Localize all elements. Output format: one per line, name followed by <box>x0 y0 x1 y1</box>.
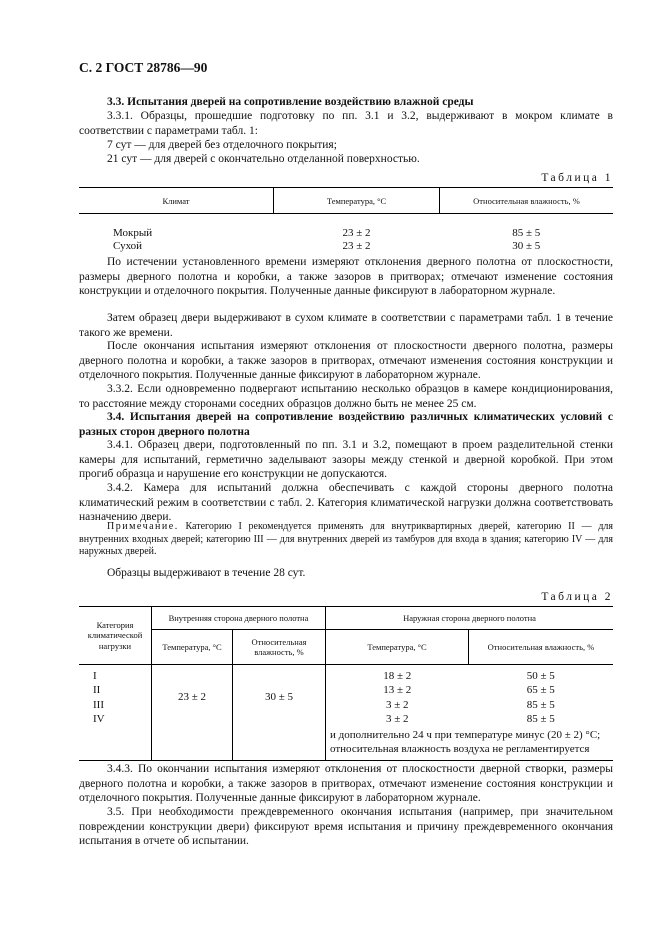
table1-header-temp: Температура, °С <box>274 188 440 214</box>
table1-header-climate: Климат <box>79 188 274 214</box>
table-row <box>79 727 613 761</box>
table2-header-category: Категория климатической нагрузки <box>79 607 152 665</box>
section-3-3-1-item-a: 7 сут — для дверей без отделочного покрытия; <box>107 139 337 151</box>
table1-header-humidity: Относительная влажность, % <box>440 188 614 214</box>
table2-inner-temp: 23 ± 2 <box>152 669 233 727</box>
section-3-3-1-item-b: 21 сут — для дверей с окончательно отделанной поверхностью. <box>107 153 420 165</box>
paragraph-2: Затем образец двери выдерживают в сухом климате в соответствии с параметрами табл. 1 в течение такого же времени. <box>79 312 613 339</box>
table2-inner-hum: 30 ± 5 <box>233 669 326 727</box>
table1-cell: 85 ± 5 <box>512 227 541 239</box>
table2-outer-temp: 18 ± 2 <box>326 669 469 684</box>
table2-header-inner-hum: Относительная влажность, % <box>233 630 326 665</box>
table2-header-inner-temp: Температура, °С <box>152 630 233 665</box>
table2-category: I <box>93 669 97 682</box>
table-row <box>79 227 613 240</box>
table2-header-outer-temp: Температура, °С <box>326 630 469 665</box>
table-row <box>79 240 613 253</box>
paragraph-1: По истечении установленного времени измеряют отклонения дверного полотна от плоскостности, размеры дверного полотна и коробки, а также зазоров в притворах; отмечают изменение состояния конструкции и отделочного покрытия. Полученные данные фиксируют в лабораторном журнале. <box>79 256 613 297</box>
table-row <box>79 669 613 684</box>
table1-cell: Сухой <box>113 240 143 252</box>
section-3-4-2: 3.4.2. Камера для испытаний должна обеспечивать с каждой стороны дверного полотна климатический режим в соответствии с табл. 2. Категория климатической нагрузки должна соответствовать назначению двери. <box>79 482 613 523</box>
table2-outer-hum: 85 ± 5 <box>526 698 555 711</box>
paragraph-3: После окончания испытания измеряют отклонения от плоскостности дверного полотна, размеры дверного полотна и коробки, а также зазоров в притворах, отмечают изменения состояния конструкции и отделочного покрытия. Полученные данные фиксируют в лабораторном журнале. <box>79 340 613 381</box>
note <box>79 521 613 559</box>
section-3-4-3: 3.4.3. По окончании испытания измеряют отклонения от плоскостности дверной створки, размеры дверного полотна и коробки, а также зазоров в притворах, отмечают изменение состояния конструкции и отделочного покрытия. Полученные данные фиксируют в лабораторном журнале. <box>79 763 613 804</box>
table2-outer-temp: 13 ± 2 <box>326 683 469 698</box>
table2-outer-temp: 3 ± 2 <box>326 712 469 727</box>
table-1 <box>79 187 613 253</box>
table2-category: II <box>93 684 101 696</box>
table-2 <box>79 606 613 761</box>
section-3-5: 3.5. При необходимости преждевременного окончания испытания (например, при значительном повреждении конструкции двери) фиксируют время испытания и причину преждевременного окончания испытания в отчете об испытании. <box>79 806 613 847</box>
table2-extra-1: и дополнительно 24 ч при температуре минус (20 ± 2) °С; <box>330 728 601 741</box>
section-3-3-title: 3.3. Испытания дверей на сопротивление воздействию влажной среды <box>107 96 474 108</box>
table1-cell: Мокрый <box>113 227 153 239</box>
table1-caption: Таблица 1 <box>541 172 613 184</box>
table1-cell: 30 ± 5 <box>512 240 541 252</box>
table2-caption: Таблица 2 <box>541 591 613 603</box>
section-3-3-1: 3.3.1. Образцы, прошедшие подготовку по пп. 3.1 и 3.2, выдерживают в мокром климате в соответствии с параметрами табл. 1: <box>79 110 613 137</box>
paragraph-4: Образцы выдерживают в течение 28 сут. <box>107 567 306 579</box>
table2-header-outer-hum: Относительная влажность, % <box>469 630 614 665</box>
table2-outer-hum: 65 ± 5 <box>526 684 555 696</box>
note-text: Категорию I рекомендуется применять для внутриквартирных дверей, категорию II — для внутренних входных дверей; категорию III — для внутренних дверей из тамбуров для входа в здания; категорию IV — для наружных дверей. <box>79 521 614 557</box>
table2-outer-hum: 85 ± 5 <box>526 713 555 725</box>
table2-category: III <box>93 698 104 711</box>
section-3-4-1: 3.4.1. Образец двери, подготовленный по пп. 3.1 и 3.2, помещают в проем разделительной стенки камеры для испытаний, герметично заделывают зазоры между стенкой и дверной коробкой. При этом прогиб образца и нарушение его конструкции не допускаются. <box>79 439 613 480</box>
table2-category: IV <box>93 713 105 725</box>
table2-header-outer: Наружная сторона дверного полотна <box>326 607 614 630</box>
page-header: С. 2 ГОСТ 28786—90 <box>79 60 208 75</box>
table1-cell: 23 ± 2 <box>342 240 371 252</box>
table1-cell: 23 ± 2 <box>342 227 371 239</box>
section-3-3-2: 3.3.2. Если одновременно подвергают испытанию несколько образцов в камере кондиционирования, то расстояние между сторонами соседних образцов должно быть не менее 25 см. <box>79 383 613 410</box>
table2-header-inner: Внутренняя сторона дверного полотна <box>152 607 326 630</box>
table2-outer-temp: 3 ± 2 <box>326 698 469 713</box>
section-3-4-title: 3.4. Испытания дверей на сопротивление воздействию различных климатических условий с разных сторон дверного полотна <box>79 411 613 438</box>
note-label: Примечание. <box>107 521 179 532</box>
table2-outer-hum: 50 ± 5 <box>526 669 555 682</box>
table2-extra-2: относительная влажность воздуха не регламентируется <box>330 742 590 755</box>
